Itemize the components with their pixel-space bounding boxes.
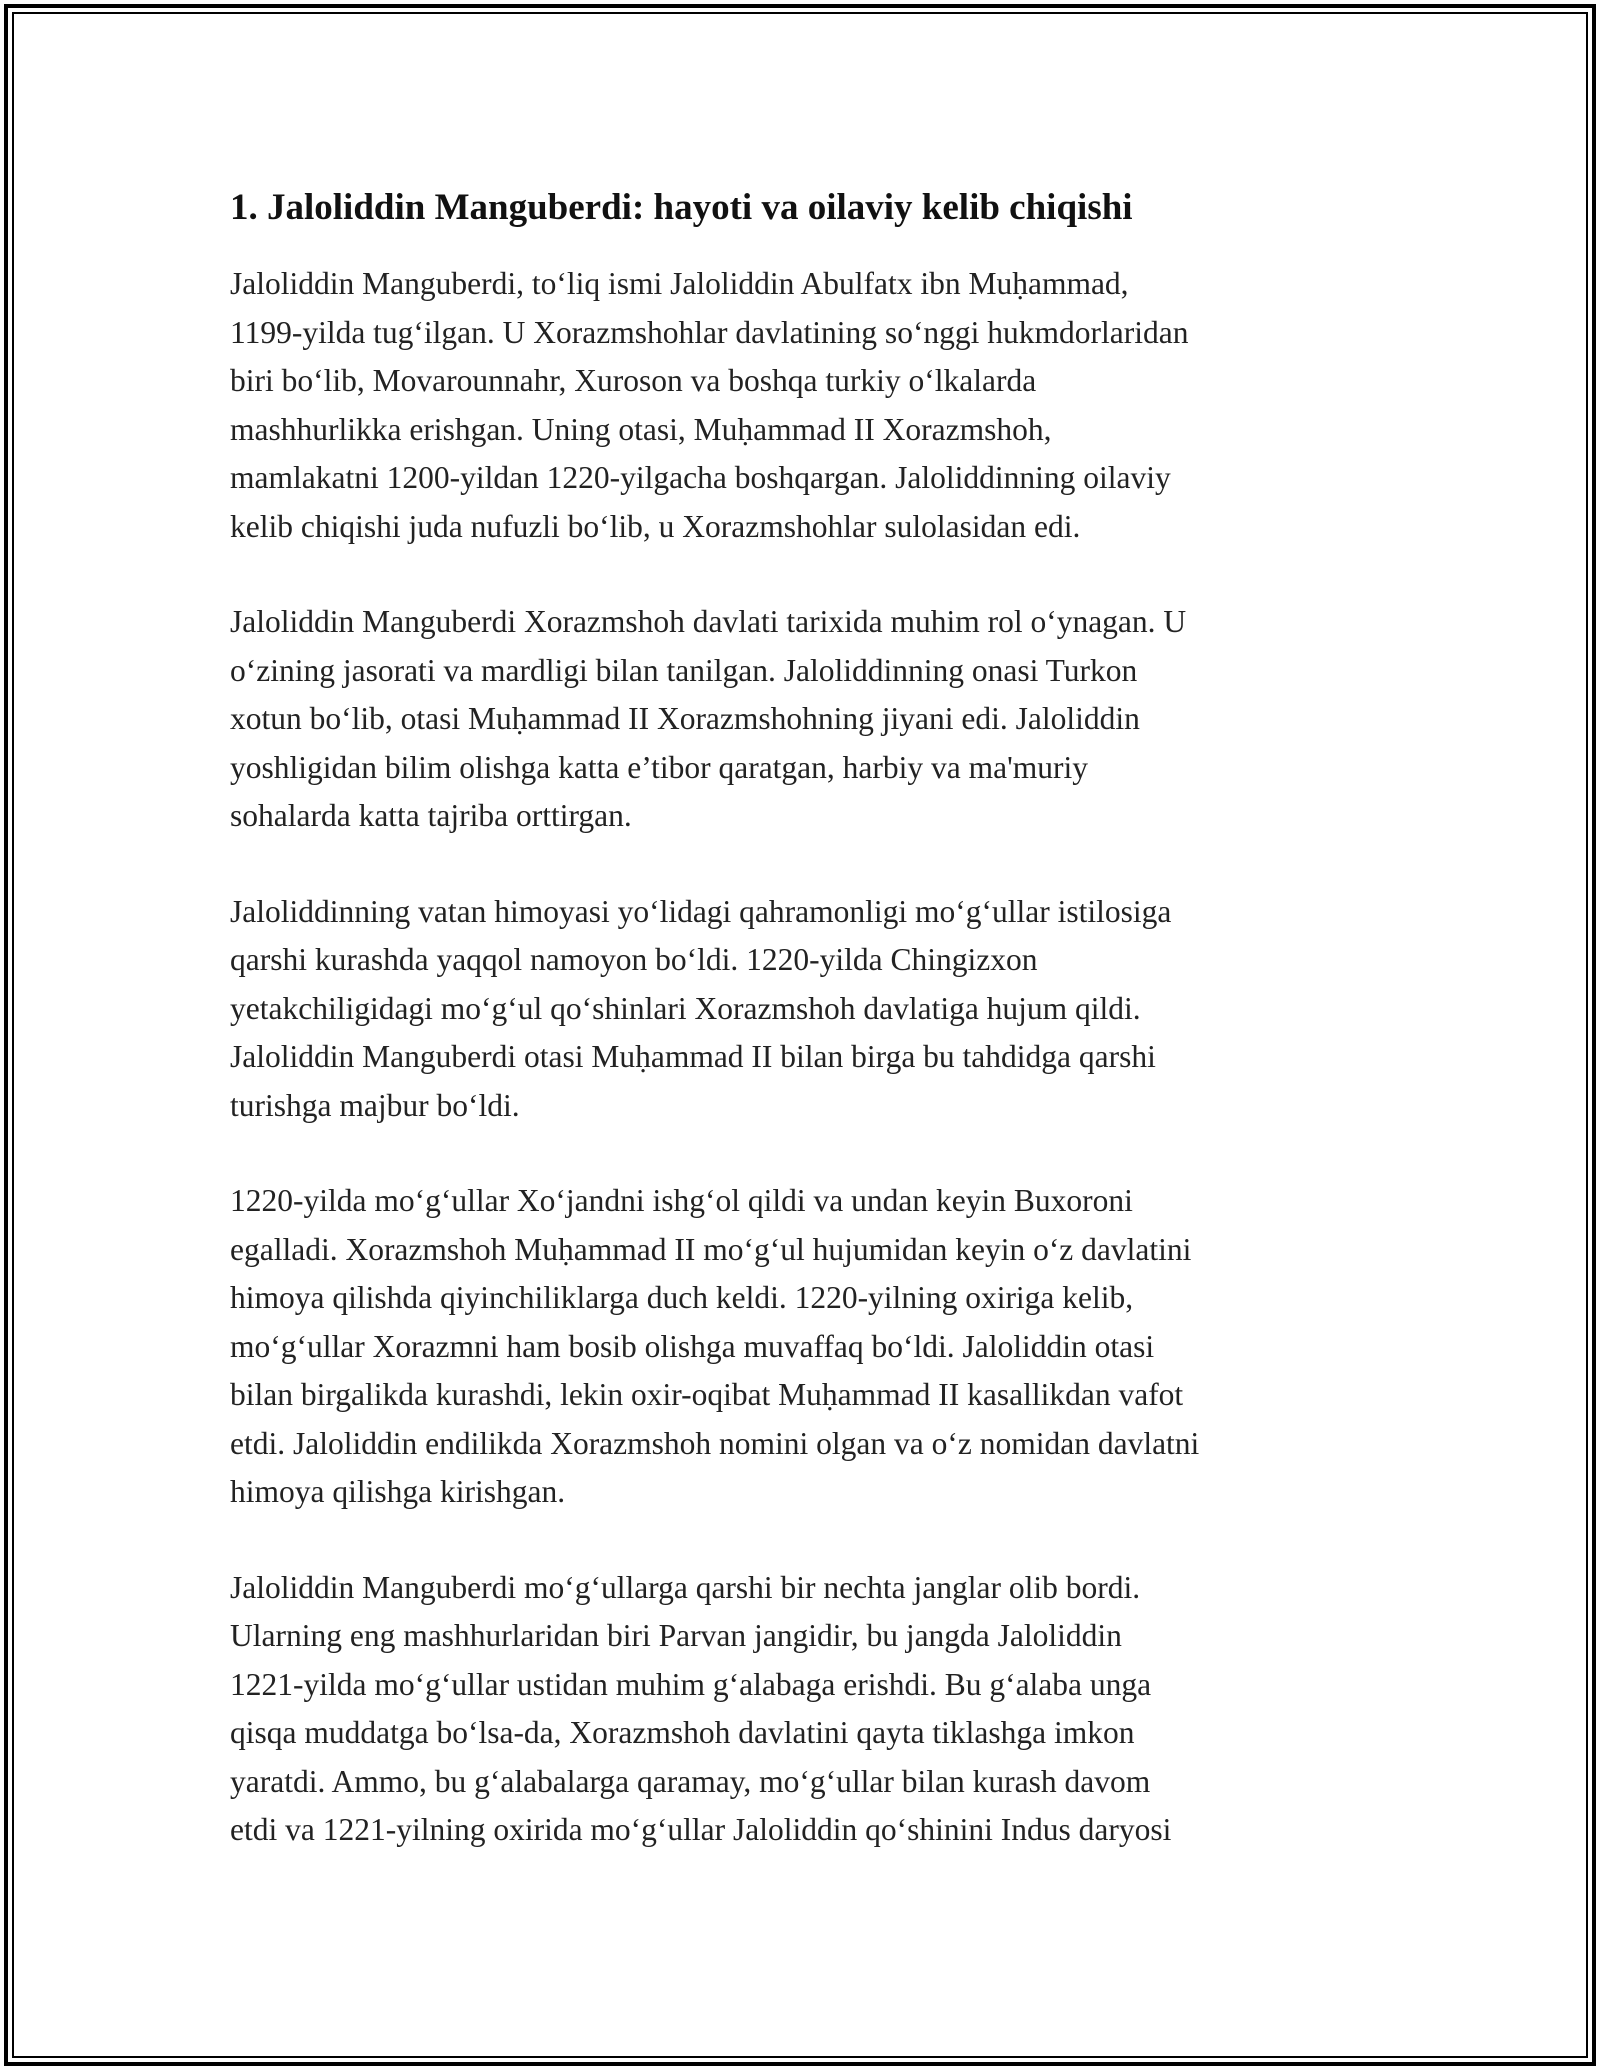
paragraph-1: Jaloliddin Manguberdi, to‘liq ismi Jaloliddin Abulfatx ibn Muḥammad, 1199-yilda tug‘ilgan. U Xorazmshohlar davlatining so‘nggi hukmdorlaridan biri bo‘lib, Movarounnahr, Xuroson va boshqa turkiy o‘lkalarda mashhurlikka erishgan. Uning otasi, Muḥammad II Xorazmshoh, mamlakatni 1200-yildan 1220-yilgacha boshqargan. Jaloliddinning oilaviy kelib chiqishi juda nufuzli bo‘lib, u Xorazmshohlar sulolasidan edi. <box>230 266 1189 544</box>
paragraph-5: Jaloliddin Manguberdi mo‘g‘ullarga qarshi bir nechta janglar olib bordi. Ularning eng mashhurlaridan biri Parvan jangidir, bu jangda Jaloliddin 1221-yilda mo‘g‘ullar ustidan muhim g‘alabaga erishdi. Bu g‘alaba unga qisqa muddatga bo‘lsa-da, Xorazmshoh davlatini qayta tiklashga imkon yaratdi. Ammo, bu g‘alabalarga qaramay, mo‘g‘ullar bilan kurash davom etdi va 1221-yilning oxirida mo‘g‘ullar Jaloliddin qo‘shinini Indus daryosi <box>230 1569 1172 1848</box>
document-body <box>230 186 1380 1902</box>
paragraph-4: 1220-yilda mo‘g‘ullar Xo‘jandni ishg‘ol qildi va undan keyin Buxoroni egalladi. Xorazmshoh Muḥammad II mo‘g‘ul hujumidan keyin o‘z davlatini himoya qilishda qiyinchiliklarga duch keldi. 1220-yilning oxiriga kelib, mo‘g‘ullar Xorazmni ham bosib olishga muvaffaq bo‘ldi. Jaloliddin otasi bilan birgalikda kurashdi, lekin oxir-oqibat Muḥammad II kasallikdan vafot etdi. Jaloliddin endilikda Xorazmshoh nomini olgan va o‘z nomidan davlatni himoya qilishga kirishgan. <box>230 1183 1200 1510</box>
paragraph-3: Jaloliddinning vatan himoyasi yo‘lidagi qahramonligi mo‘g‘ullar istilosiga qarshi kurashda yaqqol namoyon bo‘ldi. 1220-yilda Chingizxon yetakchiligidagi mo‘g‘ul qo‘shinlari Xorazmshoh davlatiga hujum qildi. Jaloliddin Manguberdi otasi Muḥammad II bilan birga bu tahdidga qarshi turishga majbur bo‘ldi. <box>230 893 1172 1123</box>
paragraph-2: Jaloliddin Manguberdi Xorazmshoh davlati tarixida muhim rol o‘ynagan. U o‘zining jasorati va mardligi bilan tanilgan. Jaloliddinning onasi Turkon xotun bo‘lib, otasi Muḥammad II Xorazmshohning jiyani edi. Jaloliddin yoshligidan bilim olishga katta e’tibor qaratgan, harbiy va ma'muriy sohalarda katta tajriba orttirgan. <box>230 604 1187 834</box>
section-heading: 1. Jaloliddin Manguberdi: hayoti va oilaviy kelib chiqishi <box>230 187 1133 228</box>
